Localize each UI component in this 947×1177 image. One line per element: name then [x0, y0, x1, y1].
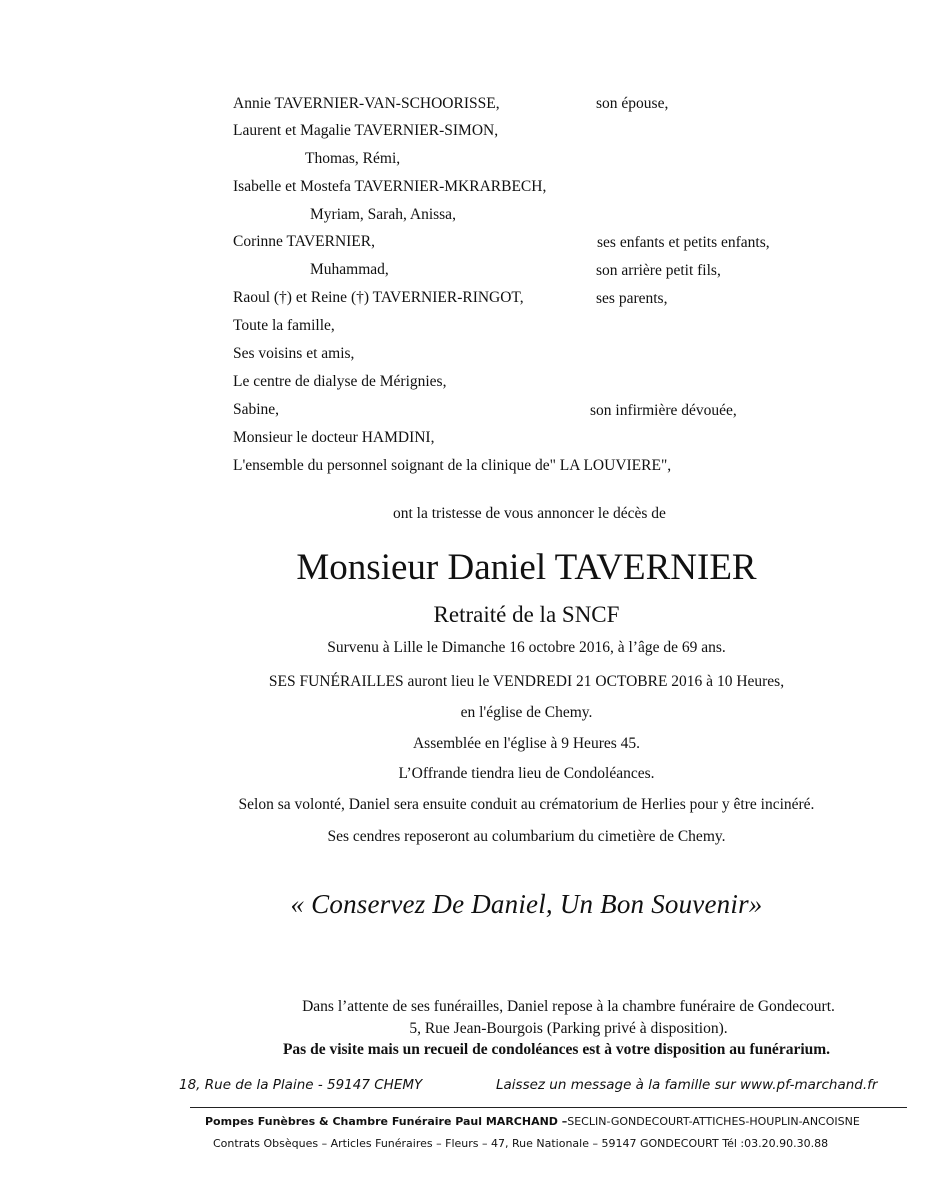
cremation-note: Selon sa volonté, Daniel sera ensuite conduit au crématorium de Herlies pour y être incinéré. — [238, 796, 815, 813]
footer-company — [205, 1115, 860, 1128]
relation-children: ses enfants et petits enfants, — [597, 234, 770, 251]
family-name-spouse: Annie TAVERNIER-VAN-SCHOORISSE, — [233, 95, 500, 112]
funeral-date: SES FUNÉRAILLES auront lieu le VENDREDI 21 OCTOBRE 2016 à 10 Heures, — [268, 673, 785, 690]
footer-message-link[interactable]: Laissez un message à la famille sur www.pf-marchand.fr — [496, 1077, 878, 1093]
family-name-child-laurent: Laurent et Magalie TAVERNIER-SIMON, — [233, 122, 499, 139]
visitation-address: 5, Rue Jean-Bourgois (Parking privé à disposition). — [409, 1020, 728, 1037]
assembly-time: Assemblée en l'église à 9 Heures 45. — [412, 735, 641, 752]
memorial-quote: « Conservez De Daniel, Un Bon Souvenir» — [290, 889, 763, 919]
relation-spouse: son épouse, — [596, 95, 669, 112]
offering-note: L’Offrande tiendra lieu de Condoléances. — [398, 765, 655, 782]
family-neighbors: Ses voisins et amis, — [233, 345, 355, 362]
deceased-name: Monsieur Daniel TAVERNIER — [296, 547, 757, 588]
family-whole: Toute la famille, — [233, 317, 335, 334]
relation-great-grandchild: son arrière petit fils, — [596, 262, 721, 279]
footer-address: 18, Rue de la Plaine - 59147 CHEMY — [179, 1077, 423, 1093]
death-details: Survenu à Lille le Dimanche 16 octobre 2016, à l’âge de 69 ans. — [327, 639, 726, 656]
footer-services: Contrats Obsèques – Articles Funéraires – Fleurs – 47, Rue Nationale – 59147 GONDECOURT Tél :03.20.90.30.88 — [213, 1137, 829, 1150]
announcement-intro: ont la tristesse de vous annoncer le décès de — [393, 505, 666, 522]
family-name-grandchildren-myriam: Myriam, Sarah, Anissa, — [310, 206, 456, 223]
footer-company-locations: SECLIN-GONDECOURT-ATTICHES-HOUPLIN-ANCOISNE — [567, 1115, 860, 1128]
family-name-child-isabelle: Isabelle et Mostefa TAVERNIER-MKRARBECH, — [233, 178, 547, 195]
visitation-location: Dans l’attente de ses funérailles, Daniel repose à la chambre funéraire de Gondecourt. — [302, 998, 835, 1015]
funeral-church: en l'église de Chemy. — [460, 704, 593, 721]
footer-company-name: Pompes Funèbres & Chambre Funéraire Paul MARCHAND – — [205, 1115, 568, 1128]
family-nurse: Sabine, — [233, 401, 280, 418]
family-doctor: Monsieur le docteur HAMDINI, — [233, 429, 435, 446]
family-name-grandchildren-thomas: Thomas, Rémi, — [305, 150, 401, 167]
family-dialysis-center: Le centre de dialyse de Mérignies, — [233, 373, 447, 390]
footer-divider — [190, 1107, 907, 1108]
deceased-occupation: Retraité de la SNCF — [433, 602, 620, 627]
relation-parents: ses parents, — [596, 290, 668, 307]
family-name-parents: Raoul (†) et Reine (†) TAVERNIER-RINGOT, — [233, 289, 524, 306]
relation-nurse: son infirmière dévouée, — [590, 402, 737, 419]
condolence-register-note: Pas de visite mais un recueil de condoléances est à votre disposition au funérarium. — [282, 1041, 831, 1058]
family-name-great-grandchild: Muhammad, — [310, 261, 389, 278]
family-clinic-staff: L'ensemble du personnel soignant de la clinique de" LA LOUVIERE", — [233, 457, 672, 474]
family-name-child-corinne: Corinne TAVERNIER, — [233, 233, 375, 250]
columbarium-note: Ses cendres reposeront au columbarium du cimetière de Chemy. — [327, 828, 726, 845]
